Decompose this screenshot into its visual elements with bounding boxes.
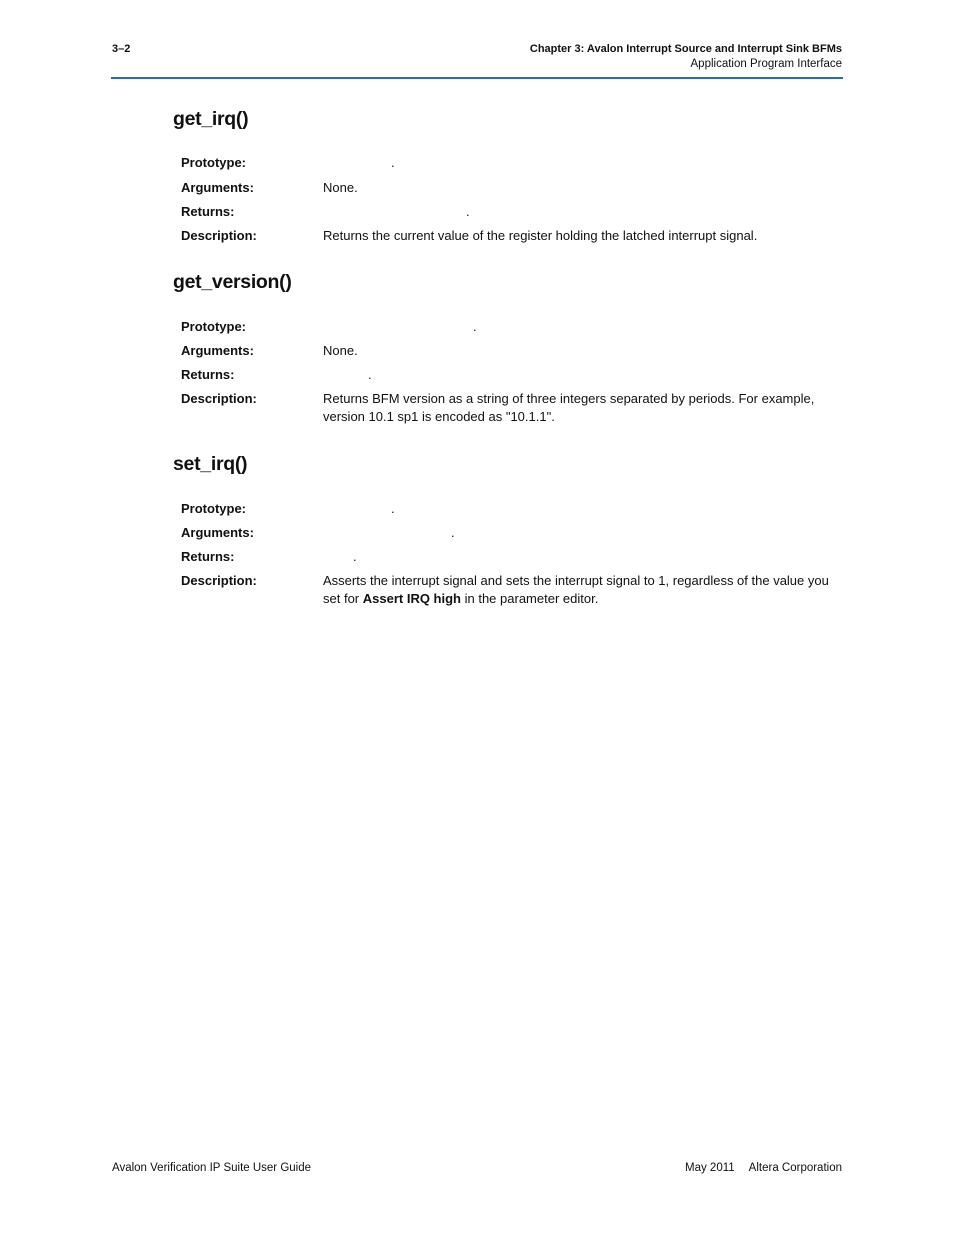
field-value — [323, 572, 843, 608]
field-value: None. — [323, 180, 358, 195]
field-label: Prototype: — [181, 155, 246, 170]
field-label: Returns: — [181, 204, 235, 219]
description-text: Asserts the interrupt signal and sets the interrupt signal to 1, regardless of the value you set for — [323, 573, 829, 606]
section-get-irq — [173, 107, 843, 243]
description-text: in the parameter editor. — [461, 591, 599, 606]
section-subtitle: Application Program Interface — [690, 58, 842, 70]
field-value: Returns BFM version as a string of three integers separated by periods. For example, version 10.1 sp1 is encoded as "10.1.1". — [323, 391, 815, 424]
field-value: . — [451, 525, 455, 540]
field-label: Description: — [181, 228, 257, 243]
section-heading: get_irq() — [173, 108, 249, 130]
field-label: Prototype: — [181, 501, 246, 516]
field-value: . — [466, 204, 470, 219]
field-label: Arguments: — [181, 180, 254, 195]
section-heading: set_irq() — [173, 453, 248, 475]
chapter-title: Chapter 3: Avalon Interrupt Source and Interrupt Sink BFMs — [529, 43, 842, 55]
header-divider — [111, 77, 843, 79]
section-set-irq — [173, 452, 843, 606]
field-value: None. — [323, 343, 358, 358]
footer-company: Altera Corporation — [748, 1162, 842, 1174]
field-value: . — [391, 155, 395, 170]
field-label: Returns: — [181, 549, 235, 564]
field-label: Returns: — [181, 367, 235, 382]
section-get-version — [173, 270, 843, 424]
field-label: Arguments: — [181, 525, 254, 540]
parameter-name: Assert IRQ high — [362, 591, 461, 606]
field-label: Description: — [181, 573, 257, 588]
field-label: Arguments: — [181, 343, 254, 358]
field-value: . — [353, 549, 357, 564]
field-value: . — [391, 501, 395, 516]
field-value: Returns the current value of the register holding the latched interrupt signal. — [323, 228, 758, 243]
footer-date: May 2011 — [685, 1162, 735, 1174]
page-number: 3–2 — [112, 43, 131, 55]
field-value: . — [473, 319, 477, 334]
footer-right — [685, 1162, 842, 1174]
footer-guide-title: Avalon Verification IP Suite User Guide — [112, 1162, 312, 1174]
field-label: Description: — [181, 391, 257, 406]
field-value: . — [368, 367, 372, 382]
section-heading: get_version() — [173, 271, 292, 293]
field-label: Prototype: — [181, 319, 246, 334]
